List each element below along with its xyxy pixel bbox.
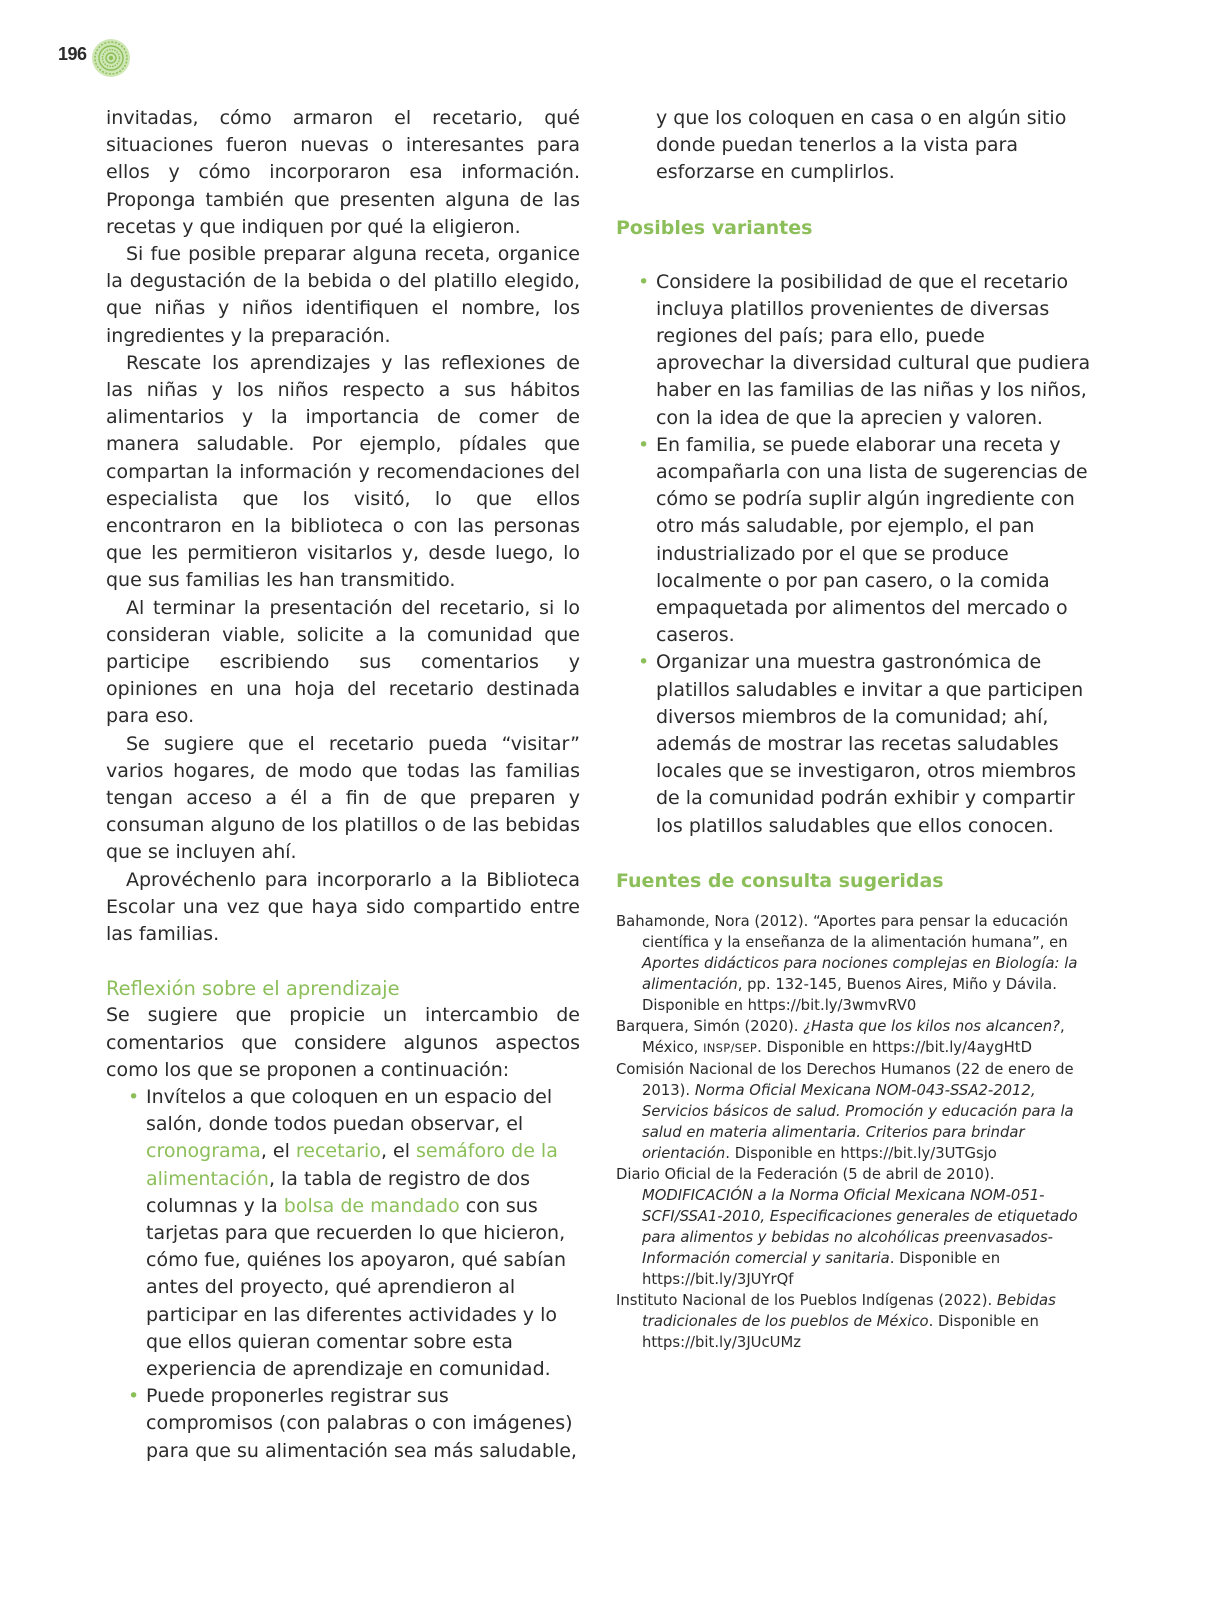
reference-title: Norma Oficial Mexicana NOM-043-SSA2-2012, Servicios básicos de salud. Promoción y educación para la salud en materia alimentaria. Criterios para brindar orientación (642, 1081, 1074, 1162)
bullet-text: , la tabla de registro de dos columnas y la (146, 1167, 531, 1217)
reference-text: Diario Oficial de la Federación (5 de abril de 2010). (616, 1165, 995, 1183)
reference-text: . Disponible en https://bit.ly/3JUYrQf (642, 1249, 1001, 1288)
reference-title: Aportes didácticos para nociones complejas en Biología: la alimentación (642, 954, 1078, 993)
reference-text: . Disponible en https://bit.ly/4aygHtD (757, 1038, 1032, 1056)
paragraph: Aprovéchenlo para incorporarlo a la Biblioteca Escolar una vez que haya sido compartido entre las familias. (106, 868, 580, 946)
list-item (106, 1383, 580, 1465)
reference-text: . Disponible en https://bit.ly/3JUcUMz (642, 1312, 1039, 1351)
bullet-text: con sus tarjetas para que recuerden lo que hicieron, cómo fue, quiénes los apoyaron, qué sabían antes del proyecto, qué aprendieron al participar en las diferentes actividades y lo que ellos quieran comentar sobre esta experiencia de aprendizaje en comunidad. (146, 1194, 567, 1380)
list-item (616, 432, 1094, 650)
section-heading-reflexion: Reflexión sobre el aprendizaje (106, 977, 400, 1001)
reference-text: , pp. 132-145, Buenos Aires, Miño y Dávila. Disponible en https://bit.ly/3wmvRV0 (642, 975, 1057, 1014)
reference-title: ¿Hasta que los kilos nos alcancen? (803, 1017, 1060, 1035)
variantes-list (616, 269, 1094, 840)
continuation-text: y que los coloquen en casa o en algún sitio donde puedan tenerlos a la vista para esforzarse en cumplirlos. (656, 107, 1067, 184)
reference-text: Bahamonde, Nora (2012). “Aportes para pensar la educación científica y la enseñanza de la alimentación humana”, en (616, 912, 1069, 951)
reference-title: MODIFICACIÓN a la Norma Oficial Mexicana NOM-051-SCFI/SSA1-2010, Especificaciones generales de etiquetado para alimentos y bebidas no alcohólicas preenvasados-Información comercial y sanitaria (642, 1186, 1078, 1267)
left-column (106, 105, 580, 1465)
bullet-text: Considere la posibilidad de que el recetario incluya platillos provenientes de diversas regiones del país; para ello, puede aprovechar la diversidad cultural que pudiera haber en las familias de las niñas y los niños, con la idea de que la aprecien y valoren. (656, 270, 1091, 429)
page-number: 196 (58, 44, 87, 64)
paragraph: invitadas, cómo armaron el recetario, qué situaciones fueron nuevas o interesantes para ellos y cómo incorporaron esa información. Proponga también que presenten alguna de las recetas y que indiquen por qué la eligieron. (106, 107, 580, 238)
term-semaforo: semáforo de la alimentación (146, 1140, 558, 1190)
bullet-text: Organizar una muestra gastronómica de platillos saludables e invitar a que participen diversos miembros de la comunidad; ahí, además de mostrar las recetas saludables locales que se investigaron, otros miembros de la comunidad podrán exhibir y compartir los platillos saludables que ellos conocen. (656, 651, 1084, 837)
paragraph: Al terminar la presentación del recetario, si lo consideran viable, solicite a la comunidad que participe escribiendo sus comentarios y opiniones en una hoja del recetario destinada para eso. (106, 596, 580, 728)
term-bolsa-mandado: bolsa de mandado (283, 1194, 460, 1217)
list-item (616, 269, 1094, 432)
reference-text: Instituto Nacional de los Pueblos Indígenas (2022). (616, 1291, 997, 1309)
term-cronograma: cronograma (146, 1140, 261, 1163)
bullet-text: Puede proponerles registrar sus compromisos (con palabras o con imágenes) para que su alimentación sea más saludable, (146, 1385, 577, 1462)
list-item (106, 1084, 580, 1383)
reference-item (616, 1164, 1094, 1290)
bullet-text: Invítelos a que coloquen en un espacio del salón, donde todos puedan observar, el (146, 1085, 553, 1136)
paragraph: Se sugiere que el recetario pueda “visitar” varios hogares, de modo que todas las familias tengan acceso a él a fin de que preparen y consuman alguno de los platillos o de las bebidas que se incluyen ahí. (106, 732, 580, 864)
section-heading-fuentes: Fuentes de consulta sugeridas (616, 869, 944, 892)
bullet-dot-icon: • (128, 1085, 140, 1108)
seal-logo (91, 38, 131, 78)
reference-text: , México, (642, 1017, 1065, 1056)
reference-item (616, 1016, 1094, 1059)
reflexion-intro: Se sugiere que propicie un intercambio de comentarios que considere algunos aspectos como los que se proponen a continuación: (106, 1004, 580, 1081)
bullet-text: En familia, se puede elaborar una receta y acompañarla con una lista de sugerencias de cómo se podría suplir algún ingrediente con otro más saludable, por ejemplo, el pan industrializado por el que se produce localmente o por pan casero, o la comida empaquetada por alimentos del mercado o caseros. (656, 433, 1088, 647)
bullet-dot-icon: • (638, 433, 650, 456)
term-recetario: recetario (295, 1140, 381, 1163)
bullet-dot-icon: • (638, 651, 650, 674)
section-heading-variantes: Posibles variantes (616, 216, 813, 239)
references-list (616, 911, 1094, 1353)
bullet-dot-icon: • (638, 270, 650, 293)
reference-title: Bebidas tradicionales de los pueblos de México (642, 1291, 1056, 1330)
reflexion-list (106, 1084, 580, 1465)
reference-abbrev: INSP/SEP (703, 1040, 758, 1055)
reference-text: Comisión Nacional de los Derechos Humanos (22 de enero de 2013). (616, 1060, 1074, 1099)
bullet-text: , el (260, 1140, 296, 1163)
bullet-text: , el (380, 1140, 417, 1163)
reference-text: . Disponible en https://bit.ly/3UTGsjo (725, 1144, 997, 1162)
list-item (616, 649, 1094, 839)
reference-item (616, 1290, 1094, 1353)
right-column (616, 105, 1094, 1353)
paragraph: Rescate los aprendizajes y las reflexiones de las niñas y los niños respecto a sus hábitos alimentarios y la importancia de comer de manera saludable. Por ejemplo, pídales que compartan la información y recomendaciones del especialista que los visitó, lo que ellos encontraron en la biblioteca o con las personas que les permitieron visitarlos y, desde luego, lo que sus familias les han transmitido. (106, 351, 580, 592)
bullet-dot-icon: • (128, 1385, 140, 1408)
paragraph: Si fue posible preparar alguna receta, organice la degustación de la bebida o del platillo elegido, que niñas y niños identifiquen el nombre, los ingredientes y la preparación. (106, 243, 580, 347)
reference-item (616, 911, 1094, 1016)
reference-item (616, 1059, 1094, 1164)
reference-text: Barquera, Simón (2020). (616, 1017, 804, 1035)
